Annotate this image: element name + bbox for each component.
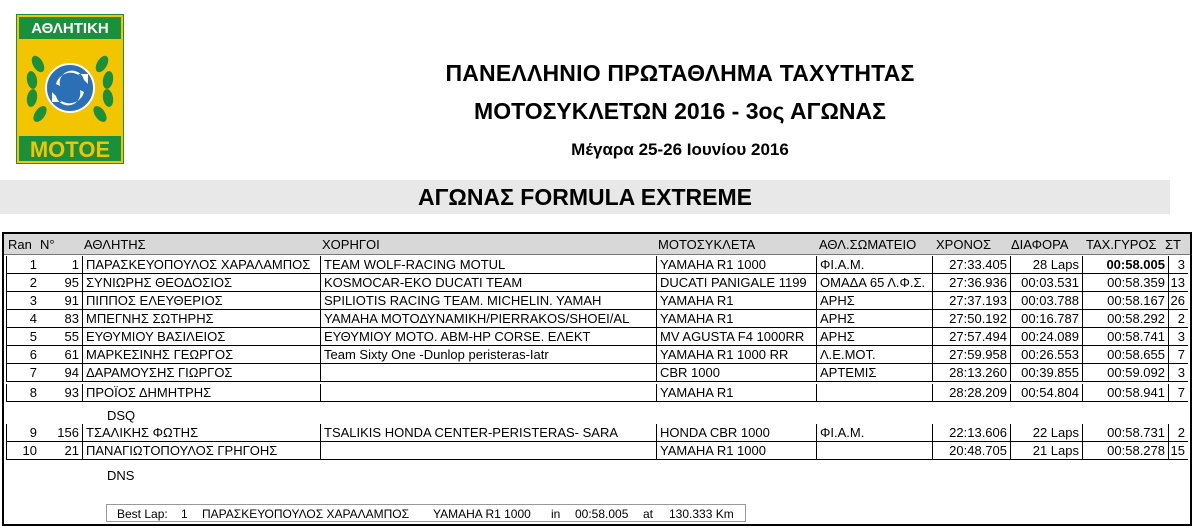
cell-best: 00:58.167 (1082, 292, 1168, 310)
cell-no: 91 (40, 292, 82, 310)
cell-bike: YAMAHA R1 1000 (656, 442, 816, 460)
table-row (6, 328, 1188, 346)
best-lap-in: in (551, 507, 561, 521)
cell-diff: 00:16.787 (1010, 310, 1082, 328)
cell-diff: 00:03.531 (1010, 274, 1082, 292)
cell-diff: 00:03.788 (1010, 292, 1082, 310)
cell-rider: ΠΑΝΑΓΙΩΤΟΠΟΥΛΟΣ ΓΡΗΓΟΗΣ (82, 442, 320, 460)
col-ran: Ran (8, 237, 32, 252)
cell-time: 27:50.192 (932, 310, 1010, 328)
cell-st: 3 (1168, 328, 1188, 346)
cell-rider: ΤΣΑΛΙΚΗΣ ΦΩΤΗΣ (82, 424, 320, 442)
table-header (4, 234, 1190, 255)
cell-rider: ΠΡΟΪΟΣ ΔΗΜΗΤΡΗΣ (82, 384, 320, 402)
cell-no: 156 (40, 424, 82, 442)
cell-ran: 5 (6, 328, 40, 346)
cell-time: 27:33.405 (932, 256, 1010, 274)
logo-top-text: ΑΘΛΗΤΙΚΗ (31, 20, 109, 37)
cell-sponsor: KOSMOCAR-EKO DUCATI TEAM (320, 274, 656, 292)
col-sponsor: ΧΟΡΗΓΟΙ (322, 237, 380, 252)
cell-sponsor: TSALIKIS HONDA CENTER-PERISTERAS- SARA (320, 424, 656, 442)
cell-best: 00:58.005 (1082, 256, 1168, 274)
cell-club: ΑΡΗΣ (816, 292, 932, 310)
cell-diff: 00:54.804 (1010, 384, 1082, 402)
cell-st: 2 (1168, 310, 1188, 328)
cell-bike: YAMAHA R1 1000 (656, 256, 816, 274)
cell-best: 00:58.359 (1082, 274, 1168, 292)
cell-ran: 8 (6, 384, 40, 402)
table-row (6, 256, 1188, 274)
cell-best: 00:58.292 (1082, 310, 1168, 328)
cell-st: 13 (1168, 274, 1188, 292)
cell-no: 94 (40, 364, 82, 382)
cell-bike: YAMAHA R1 1000 RR (656, 346, 816, 364)
cell-no: 1 (40, 256, 82, 274)
cell-no: 93 (40, 384, 82, 402)
best-lap-at: at (643, 507, 654, 521)
cell-bike: YAMAHA R1 (656, 384, 816, 402)
cell-time: 20:48.705 (932, 442, 1010, 460)
col-diff: ΔΙΑΦΟΡΑ (1011, 237, 1069, 252)
col-rider: ΑΘΛΗΤΗΣ (84, 237, 146, 252)
cell-sponsor (320, 364, 656, 382)
table-row (6, 292, 1188, 310)
cell-diff: 00:39.855 (1010, 364, 1082, 382)
cell-st: 3 (1168, 256, 1188, 274)
cell-sponsor: YAMAHA ΜΟΤΟΔΥΝΑΜΙΚΗ/PIERRAKOS/SHOEI/AL (320, 310, 656, 328)
cell-diff: 00:24.089 (1010, 328, 1082, 346)
cell-st: 3 (1168, 364, 1188, 382)
cell-club: ΦΙ.Α.Μ. (816, 256, 932, 274)
cell-club: ΦΙ.Α.Μ. (816, 424, 932, 442)
cell-club (816, 442, 932, 460)
logo-emblem (16, 14, 124, 164)
dns-label: DNS (107, 468, 135, 483)
logo-bottom-text: ΜΟΤΟΕ (29, 137, 111, 162)
cell-st: 26 (1168, 292, 1188, 310)
cell-diff: 00:26.553 (1010, 346, 1082, 364)
best-lap-speed: 130.333 Km (669, 507, 734, 521)
cell-rider: ΠΑΡΑΣΚΕΥΟΠΟΥΛΟΣ ΧΑΡΑΛΑΜΠΟΣ (82, 256, 320, 274)
best-lap-summary (106, 504, 746, 522)
cell-club: ΟΜΑΔΑ 65 Λ.Φ.Σ. (816, 274, 932, 292)
cell-st: 2 (1168, 424, 1188, 442)
col-number: N° (40, 237, 55, 252)
race-title: ΑΓΩΝΑΣ FORMULA EXTREME (0, 180, 1170, 214)
cell-no: 95 (40, 274, 82, 292)
event-date-location: Μέγαρα 25-26 Ιουνίου 2016 (571, 140, 789, 159)
cell-time: 28:28.209 (932, 384, 1010, 402)
cell-rider: ΔΑΡΑΜΟΥΣΗΣ ΓΙΩΡΓΟΣ (82, 364, 320, 382)
cell-sponsor: TEAM WOLF-RACING MOTUL (320, 256, 656, 274)
cell-time: 27:36.936 (932, 274, 1010, 292)
cell-time: 27:59.958 (932, 346, 1010, 364)
cell-ran: 1 (6, 256, 40, 274)
cell-ran: 7 (6, 364, 40, 382)
col-time: ΧΡΟΝΟΣ (936, 237, 991, 252)
cell-rider: ΕΥΘΥΜΙΟΥ ΒΑΣΙΛΕΙΟΣ (82, 328, 320, 346)
cell-rider: ΣΥΝΙΩΡΗΣ ΘΕΟΔΟΣΙΟΣ (82, 274, 320, 292)
cell-bike: YAMAHA R1 (656, 292, 816, 310)
cell-time: 28:13.260 (932, 364, 1010, 382)
best-lap-bike: YAMAHA R1 1000 (433, 507, 531, 521)
best-lap-position: 1 (181, 507, 188, 521)
cell-st: 15 (1168, 442, 1188, 460)
table-row (6, 442, 1188, 460)
cell-club: ΑΡΗΣ (816, 310, 932, 328)
cell-best: 00:58.731 (1082, 424, 1168, 442)
cell-best: 00:58.941 (1082, 384, 1168, 402)
cell-bike: YAMAHA R1 (656, 310, 816, 328)
cell-bike: CBR 1000 (656, 364, 816, 382)
table-row (6, 346, 1188, 364)
cell-no: 21 (40, 442, 82, 460)
cell-best: 00:59.092 (1082, 364, 1168, 382)
table-row (6, 310, 1188, 328)
cell-rider: ΠΙΠΠΟΣ ΕΛΕΥΘΕΡΙΟΣ (82, 292, 320, 310)
cell-best: 00:58.655 (1082, 346, 1168, 364)
cell-st: 7 (1168, 346, 1188, 364)
logo (16, 14, 124, 164)
cell-time: 27:37.193 (932, 292, 1010, 310)
cell-time: 22:13.606 (932, 424, 1010, 442)
cell-rider: ΜΑΡΚΕΣΙΝΗΣ ΓΕΩΡΓΟΣ (82, 346, 320, 364)
table-row (6, 424, 1188, 442)
cell-sponsor: SPILIOTIS RACING TEAM. MICHELIN. YAMAH (320, 292, 656, 310)
cell-no: 55 (40, 328, 82, 346)
cell-best: 00:58.741 (1082, 328, 1168, 346)
cell-diff: 21 Laps (1010, 442, 1082, 460)
table-row (6, 384, 1188, 402)
cell-no: 83 (40, 310, 82, 328)
col-club: ΑΘΛ.ΣΩΜΑΤΕΙΟ (819, 237, 917, 252)
best-lap-rider: ΠΑΡΑΣΚΕΥΟΠΟΥΛΟΣ ΧΑΡΑΛΑΜΠΟΣ (202, 507, 410, 521)
cell-bike: DUCATI PANIGALE 1199 (656, 274, 816, 292)
cell-bike: MV AGUSTA F4 1000RR (656, 328, 816, 346)
cell-club (816, 384, 932, 402)
cell-time: 27:57.494 (932, 328, 1010, 346)
cell-ran: 9 (6, 424, 40, 442)
cell-sponsor (320, 442, 656, 460)
cell-st: 7 (1168, 384, 1188, 402)
cell-ran: 3 (6, 292, 40, 310)
cell-no: 61 (40, 346, 82, 364)
best-lap-label: Best Lap: (117, 507, 168, 521)
cell-diff: 22 Laps (1010, 424, 1082, 442)
cell-sponsor (320, 384, 656, 402)
cell-bike: HONDA CBR 1000 (656, 424, 816, 442)
event-title: ΜΟΤΟΣΥΚΛΕΤΩΝ 2016 - 3ος ΑΓΩΝΑΣ (474, 98, 886, 124)
cell-ran: 10 (6, 442, 40, 460)
best-lap-time: 00:58.005 (575, 507, 629, 521)
cell-ran: 2 (6, 274, 40, 292)
cell-rider: ΜΠΕΓΝΗΣ ΣΩΤΗΡΗΣ (82, 310, 320, 328)
cell-diff: 28 Laps (1010, 256, 1082, 274)
col-best-lap: ΤΑΧ.ΓΥΡΟΣ (1086, 237, 1157, 252)
cell-best: 00:58.278 (1082, 442, 1168, 460)
col-st: ΣΤ (1165, 237, 1181, 252)
cell-club: ΑΡΤΕΜΙΣ (816, 364, 932, 382)
cell-ran: 6 (6, 346, 40, 364)
col-bike: ΜΟΤΟΣΥΚΛΕΤΑ (658, 237, 756, 252)
cell-sponsor: ΕΥΘΥΜΙΟΥ MOTO. ABM-HP CORSE. ΕΛΕΚΤ (320, 328, 656, 346)
table-row (6, 364, 1188, 382)
championship-title: ΠΑΝΕΛΛΗΝΙΟ ΠΡΩΤΑΘΛΗΜΑ ΤΑΧΥΤΗΤΑΣ (445, 60, 915, 86)
results-table (2, 232, 1192, 526)
cell-club: ΑΡΗΣ (816, 328, 932, 346)
cell-ran: 4 (6, 310, 40, 328)
cell-sponsor: Team Sixty One -Dunlop peristeras-Iatr (320, 346, 656, 364)
table-row (6, 274, 1188, 292)
dsq-label: DSQ (107, 408, 136, 423)
cell-club: Λ.Ε.ΜΟΤ. (816, 346, 932, 364)
